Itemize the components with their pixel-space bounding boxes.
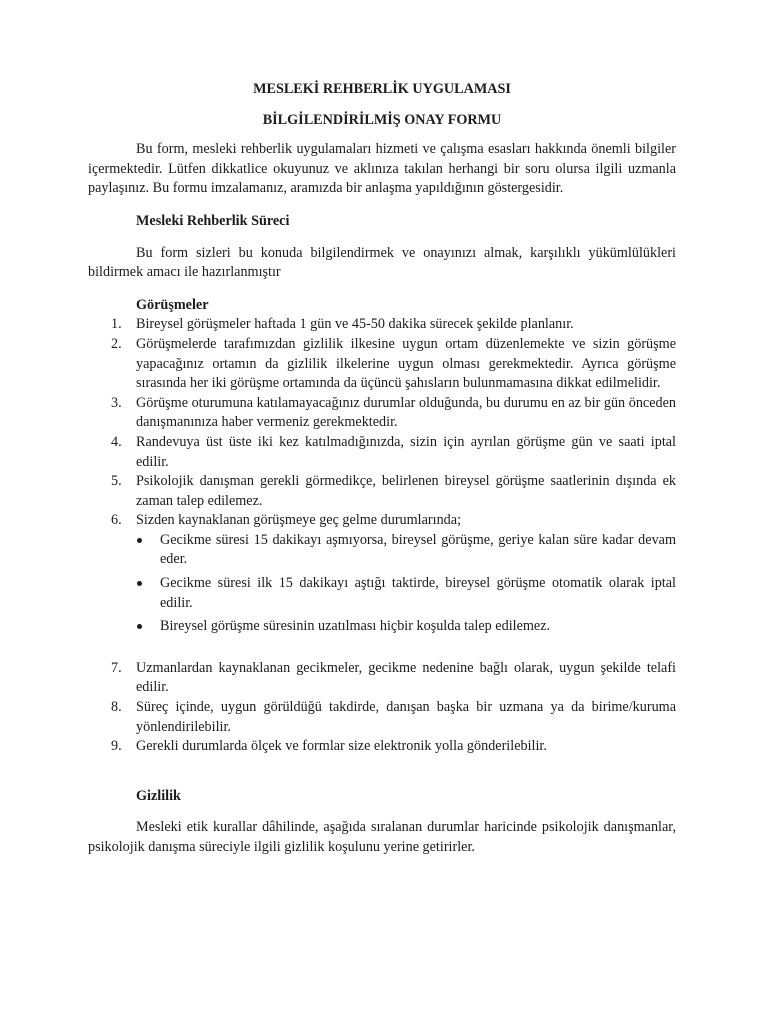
document-title: MESLEKİ REHBERLİK UYGULAMASI xyxy=(253,81,511,97)
list-item-text: Bireysel görüşmeler haftada 1 gün ve 45-50 dakika sürecek şekilde planlanır. xyxy=(136,316,574,333)
list-item-text: Süreç içinde, uygun görüldüğü takdirde, danışan başka bir uzmana ya da birime/kuruma yönlendirilebilir. xyxy=(136,699,676,735)
list-item-text: Gerekli durumlarda ölçek ve formlar size elektronik yolla gönderilebilir. xyxy=(136,738,547,755)
intro-paragraph: Bu form, mesleki rehberlik uygulamaları hizmeti ve çalışma esasları hakkında önemli bilgiler içermektedir. Lütfen dikkatlice okuyunuz ve aklınıza takılan herhangi bir soru olursa ilgili uzmanla paylaşınız. Bu formu imzalamanız, aramızda bir anlaşma yapıldığının göstergesidir. xyxy=(88,141,676,197)
list-item-text: Psikolojik danışman gerekli görmedikçe, belirlenen bireysel görüşme saatlerinin dışında ek zaman talep edilemez. xyxy=(136,473,676,509)
document-page xyxy=(88,80,676,858)
meetings-list xyxy=(88,315,676,641)
bullet-text: Bireysel görüşme süresinin uzatılması hiçbir koşulda talep edilemez. xyxy=(160,618,551,635)
list-item-text: Uzmanlardan kaynaklanan gecikmeler, gecikme nedenine bağlı olarak, uygun şekilde telafi edilir. xyxy=(136,659,676,696)
section-heading-meetings: Görüşmeler xyxy=(136,296,209,313)
list-item xyxy=(88,659,676,698)
list-item xyxy=(88,511,676,641)
bullet-text: Gecikme süresi 15 dakikayı aşmıyorsa, bireysel görüşme, geriye kalan süre kadar devam eder. xyxy=(160,531,676,568)
list-item-number: 1. xyxy=(111,316,122,333)
list-item-number: 9. xyxy=(111,738,122,755)
confidentiality-paragraph: Mesleki etik kurallar dâhilinde, aşağıda sıralanan durumlar haricinde psikolojik danışmanlar, psikolojik danışma süreciyle ilgili gizlilik koşulunu yerine getirirler. xyxy=(88,819,676,855)
section-heading-process: Mesleki Rehberlik Süreci xyxy=(136,212,290,229)
process-paragraph: Bu form sizleri bu konuda bilgilendirmek ve onayınızı almak, karşılıklı yükümlülükleri bildirmek amacı ile hazırlanmıştır xyxy=(88,244,676,281)
late-arrival-bullets xyxy=(136,531,676,637)
list-item xyxy=(88,433,676,472)
list-item xyxy=(88,315,676,335)
document-subtitle: BİLGİLENDİRİLMİŞ ONAY FORMU xyxy=(262,111,502,128)
list-item-number: 5. xyxy=(111,473,122,490)
list-item-number: 3. xyxy=(111,394,122,411)
list-item xyxy=(88,737,676,757)
list-item-text: Görüşmelerde tarafımızdan gizlilik ilkesine uygun ortam düzenlemekte ve sizin görüşme yapacağınız ortamın da gizlilik ilkelerine uygun olması gerekmektedir. Ayrıca görüşme sırasında her iki görüşme ortamında da üçüncü şahısların bulunmamasına dikkat edilmelidir. xyxy=(136,335,676,392)
list-item-number: 8. xyxy=(111,699,122,716)
list-item-number: 7. xyxy=(111,659,122,676)
bullet-item xyxy=(136,617,676,637)
list-item xyxy=(88,472,676,511)
bullet-item xyxy=(136,531,676,570)
meetings-list-continued xyxy=(88,659,676,757)
bullet-text: Gecikme süresi ilk 15 dakikayı aştığı taktirde, bireysel görüşme otomatik olarak iptal edilir. xyxy=(160,575,676,611)
list-item-text: Randevuya üst üste iki kez katılmadığınızda, sizin için ayrılan görüşme gün ve saati iptal edilir. xyxy=(136,433,676,470)
bullet-icon xyxy=(136,531,160,570)
list-item-number: 2. xyxy=(111,335,122,352)
bullet-item xyxy=(136,574,676,613)
list-item xyxy=(88,698,676,737)
section-heading-confidentiality: Gizlilik xyxy=(136,787,181,804)
bullet-icon xyxy=(136,574,160,613)
list-item-text: Görüşme oturumuna katılamayacağınız durumlar olduğunda, bu durumu en az bir gün önceden danışmanınıza haber vermeniz gerekmektedir. xyxy=(136,394,676,431)
list-item-text: Sizden kaynaklanan görüşmeye geç gelme durumlarında; xyxy=(136,512,462,529)
list-item xyxy=(88,335,676,394)
list-item xyxy=(88,394,676,433)
list-item-number: 4. xyxy=(111,433,122,450)
list-item-number: 6. xyxy=(111,512,122,529)
bullet-icon xyxy=(136,617,160,637)
